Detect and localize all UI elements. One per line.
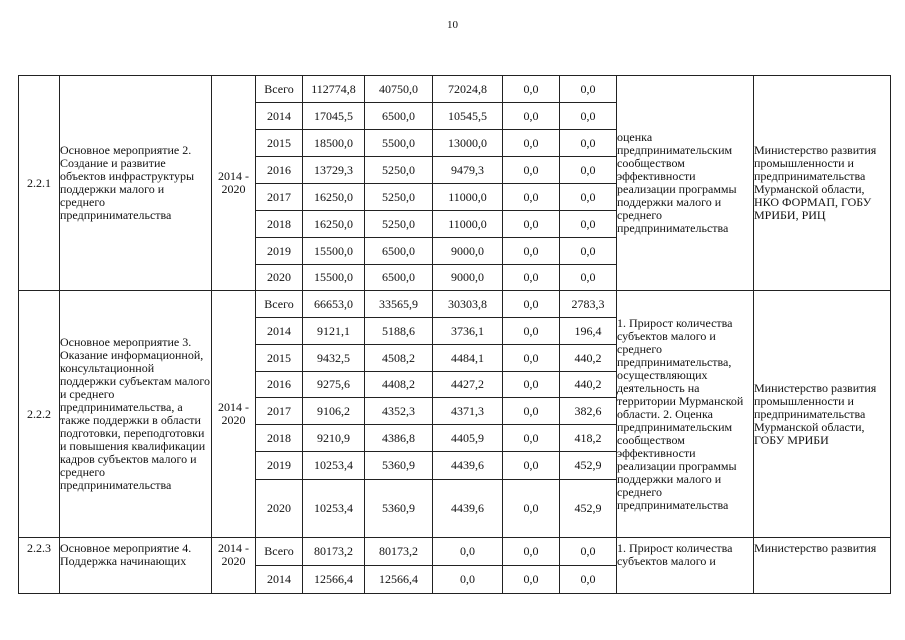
amount-cell: 0,0 [503, 184, 560, 211]
amount-cell: 196,4 [560, 318, 617, 345]
amount-cell: 0,0 [560, 538, 617, 566]
amount-cell: 0,0 [503, 398, 560, 425]
amount-cell: 0,0 [503, 291, 560, 318]
amount-cell: 16250,0 [303, 211, 365, 238]
activity-code: 2.2.2 [19, 291, 60, 538]
amount-cell: 30303,8 [433, 291, 503, 318]
year-cell: 2016 [256, 372, 303, 398]
indicator-cell: 1. Прирост количества субъектов малого и [617, 538, 754, 594]
amount-cell: 10253,4 [303, 452, 365, 480]
amount-cell: 0,0 [503, 345, 560, 372]
amount-cell: 0,0 [503, 76, 560, 103]
amount-cell: 4484,1 [433, 345, 503, 372]
amount-cell: 0,0 [503, 130, 560, 157]
amount-cell: 6500,0 [365, 265, 433, 291]
amount-cell: 9479,3 [433, 157, 503, 184]
amount-cell: 9275,6 [303, 372, 365, 398]
amount-cell: 3736,1 [433, 318, 503, 345]
amount-cell: 13729,3 [303, 157, 365, 184]
amount-cell: 4408,2 [365, 372, 433, 398]
amount-cell: 0,0 [433, 566, 503, 594]
amount-cell: 4352,3 [365, 398, 433, 425]
executor-cell: Министерство развития промышленности и предпринимательства Мурманской области, НКО ФОРМАП, ГОБУ МРИБИ, РИЦ [754, 76, 891, 291]
amount-cell: 5360,9 [365, 452, 433, 480]
year-cell: 2020 [256, 265, 303, 291]
amount-cell: 80173,2 [303, 538, 365, 566]
amount-cell: 18500,0 [303, 130, 365, 157]
amount-cell: 0,0 [503, 566, 560, 594]
amount-cell: 11000,0 [433, 184, 503, 211]
amount-cell: 418,2 [560, 425, 617, 452]
amount-cell: 0,0 [503, 211, 560, 238]
amount-cell: 66653,0 [303, 291, 365, 318]
activity-code: 2.2.1 [19, 76, 60, 291]
amount-cell: 15500,0 [303, 238, 365, 265]
table-row [19, 76, 891, 103]
amount-cell: 4439,6 [433, 480, 503, 538]
amount-cell: 0,0 [503, 238, 560, 265]
amount-cell: 9121,1 [303, 318, 365, 345]
year-cell: 2017 [256, 398, 303, 425]
amount-cell: 5250,0 [365, 157, 433, 184]
amount-cell: 15500,0 [303, 265, 365, 291]
amount-cell: 9000,0 [433, 265, 503, 291]
amount-cell: 0,0 [560, 238, 617, 265]
amount-cell: 0,0 [503, 538, 560, 566]
amount-cell: 0,0 [503, 318, 560, 345]
table-row [19, 291, 891, 318]
amount-cell: 6500,0 [365, 238, 433, 265]
year-cell: 2016 [256, 157, 303, 184]
amount-cell: 5188,6 [365, 318, 433, 345]
amount-cell: 5250,0 [365, 184, 433, 211]
activity-period: 2014 - 2020 [212, 76, 256, 291]
table-row [19, 538, 891, 566]
amount-cell: 6500,0 [365, 103, 433, 130]
amount-cell: 5250,0 [365, 211, 433, 238]
amount-cell: 0,0 [503, 452, 560, 480]
amount-cell: 440,2 [560, 345, 617, 372]
amount-cell: 2783,3 [560, 291, 617, 318]
amount-cell: 12566,4 [303, 566, 365, 594]
amount-cell: 0,0 [560, 130, 617, 157]
activity-name: Основное мероприятие 2. Создание и развитие объектов инфраструктуры поддержки малого и среднего предпринимательства [60, 76, 212, 291]
amount-cell: 11000,0 [433, 211, 503, 238]
amount-cell: 9106,2 [303, 398, 365, 425]
amount-cell: 0,0 [503, 265, 560, 291]
year-cell: 2020 [256, 480, 303, 538]
amount-cell: 13000,0 [433, 130, 503, 157]
amount-cell: 4371,3 [433, 398, 503, 425]
amount-cell: 4405,9 [433, 425, 503, 452]
indicator-cell: 1. Прирост количества субъектов малого и среднего предпринимательства, осуществляющих деятельность на территории Мурманской области. 2. Оценка предпринимательским сообществом эффективности реализации программы поддержки малого и среднего предпринимательства [617, 291, 754, 538]
amount-cell: 5360,9 [365, 480, 433, 538]
amount-cell: 72024,8 [433, 76, 503, 103]
indicator-cell: оценка предпринимательским сообществом эффективности реализации программы поддержки малого и среднего предпринимательства [617, 76, 754, 291]
amount-cell: 4386,8 [365, 425, 433, 452]
amount-cell: 0,0 [503, 157, 560, 184]
amount-cell: 440,2 [560, 372, 617, 398]
amount-cell: 9000,0 [433, 238, 503, 265]
activity-code: 2.2.3 [19, 538, 60, 594]
amount-cell: 0,0 [560, 566, 617, 594]
year-cell: 2014 [256, 103, 303, 130]
amount-cell: 33565,9 [365, 291, 433, 318]
year-cell: 2017 [256, 184, 303, 211]
amount-cell: 40750,0 [365, 76, 433, 103]
year-cell: 2018 [256, 211, 303, 238]
activity-name: Основное мероприятие 3. Оказание информационной, консультационной поддержки субъектам малого и среднего предпринимательства, а также поддержки в области подготовки, переподготовки и повышения квалификации кадров субъектов малого и среднего предпринимательства [60, 291, 212, 538]
amount-cell: 9210,9 [303, 425, 365, 452]
amount-cell: 382,6 [560, 398, 617, 425]
amount-cell: 5500,0 [365, 130, 433, 157]
amount-cell: 0,0 [560, 211, 617, 238]
amount-cell: 0,0 [560, 76, 617, 103]
year-cell: 2019 [256, 452, 303, 480]
amount-cell: 4427,2 [433, 372, 503, 398]
year-cell: Всего [256, 291, 303, 318]
activity-name: Основное мероприятие 4. Поддержка начинающих [60, 538, 212, 594]
amount-cell: 10545,5 [433, 103, 503, 130]
executor-cell: Министерство развития [754, 538, 891, 594]
amount-cell: 452,9 [560, 480, 617, 538]
amount-cell: 452,9 [560, 452, 617, 480]
amount-cell: 112774,8 [303, 76, 365, 103]
year-cell: 2018 [256, 425, 303, 452]
year-cell: Всего [256, 538, 303, 566]
year-cell: 2015 [256, 345, 303, 372]
amount-cell: 0,0 [503, 480, 560, 538]
amount-cell: 9432,5 [303, 345, 365, 372]
amount-cell: 0,0 [560, 103, 617, 130]
amount-cell: 80173,2 [365, 538, 433, 566]
amount-cell: 16250,0 [303, 184, 365, 211]
year-cell: 2019 [256, 238, 303, 265]
amount-cell: 0,0 [503, 425, 560, 452]
year-cell: 2014 [256, 566, 303, 594]
page-number: 10 [447, 19, 458, 31]
activity-period: 2014 - 2020 [212, 538, 256, 594]
amount-cell: 0,0 [503, 372, 560, 398]
amount-cell: 0,0 [560, 265, 617, 291]
amount-cell: 0,0 [560, 184, 617, 211]
amount-cell: 0,0 [503, 103, 560, 130]
amount-cell: 10253,4 [303, 480, 365, 538]
amount-cell: 0,0 [560, 157, 617, 184]
year-cell: 2015 [256, 130, 303, 157]
amount-cell: 12566,4 [365, 566, 433, 594]
year-cell: Всего [256, 76, 303, 103]
program-activities-table [18, 75, 891, 594]
amount-cell: 0,0 [433, 538, 503, 566]
amount-cell: 4508,2 [365, 345, 433, 372]
amount-cell: 17045,5 [303, 103, 365, 130]
activity-period: 2014 - 2020 [212, 291, 256, 538]
amount-cell: 4439,6 [433, 452, 503, 480]
executor-cell: Министерство развития промышленности и предпринимательства Мурманской области, ГОБУ МРИБИ [754, 291, 891, 538]
year-cell: 2014 [256, 318, 303, 345]
